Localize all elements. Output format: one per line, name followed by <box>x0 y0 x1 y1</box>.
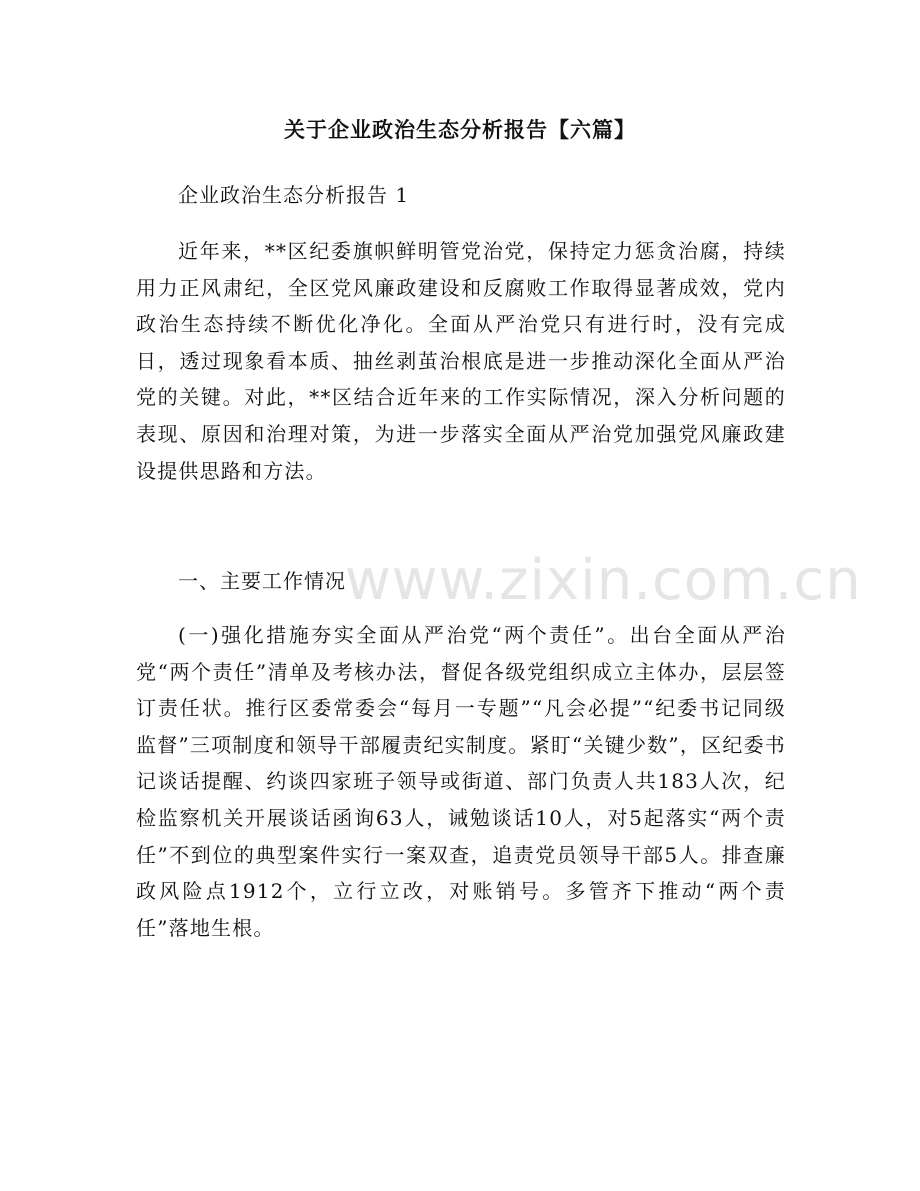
section-heading: 一、主要工作情况 <box>178 569 346 593</box>
document-title: 关于企业政治生态分析报告【六篇】 <box>284 118 636 142</box>
subtitle: 企业政治生态分析报告 1 <box>178 183 410 207</box>
watermark: www.zixin.com.cn <box>345 548 862 613</box>
paragraph-section-1: (一)强化措施夯实全面从严治党“两个责任”。出台全面从严治党“两个责任”清单及考核办法，督促各级党组织成立主体办，层层签订责任状。推行区委常委会“每月一专题”“凡会必提”“纪委书记同级监督”三项制度和领导干部履责纪实制度。紧盯“关键少数”，区纪委书记谈话提醒、约谈四家班子领导或街道、部门负责人共183人次，纪检监察机关开展谈话函询63人，诫勉谈话10人，对5起落实“两个责任”不到位的典型案件实行一案双查，追责党员领导干部5人。排查廉政风险点1912个，立行立改，对账销号。多管齐下推动“两个责任”落地生根。 <box>136 623 786 940</box>
paragraph-intro: 近年来，**区纪委旗帜鲜明管党治党，保持定力惩贪治腐，持续用力正风肃纪，全区党风廉政建设和反腐败工作取得显著成效，党内政治生态持续不断优化净化。全面从严治党只有进行时，没有完成日，透过现象看本质、抽丝剥茧治根底是进一步推动深化全面从严治党的关键。对此，**区结合近年来的工作实际情况，深入分析问题的表现、原因和治理对策，为进一步落实全面从严治党加强党风廉政建设提供思路和方法。 <box>136 239 786 483</box>
